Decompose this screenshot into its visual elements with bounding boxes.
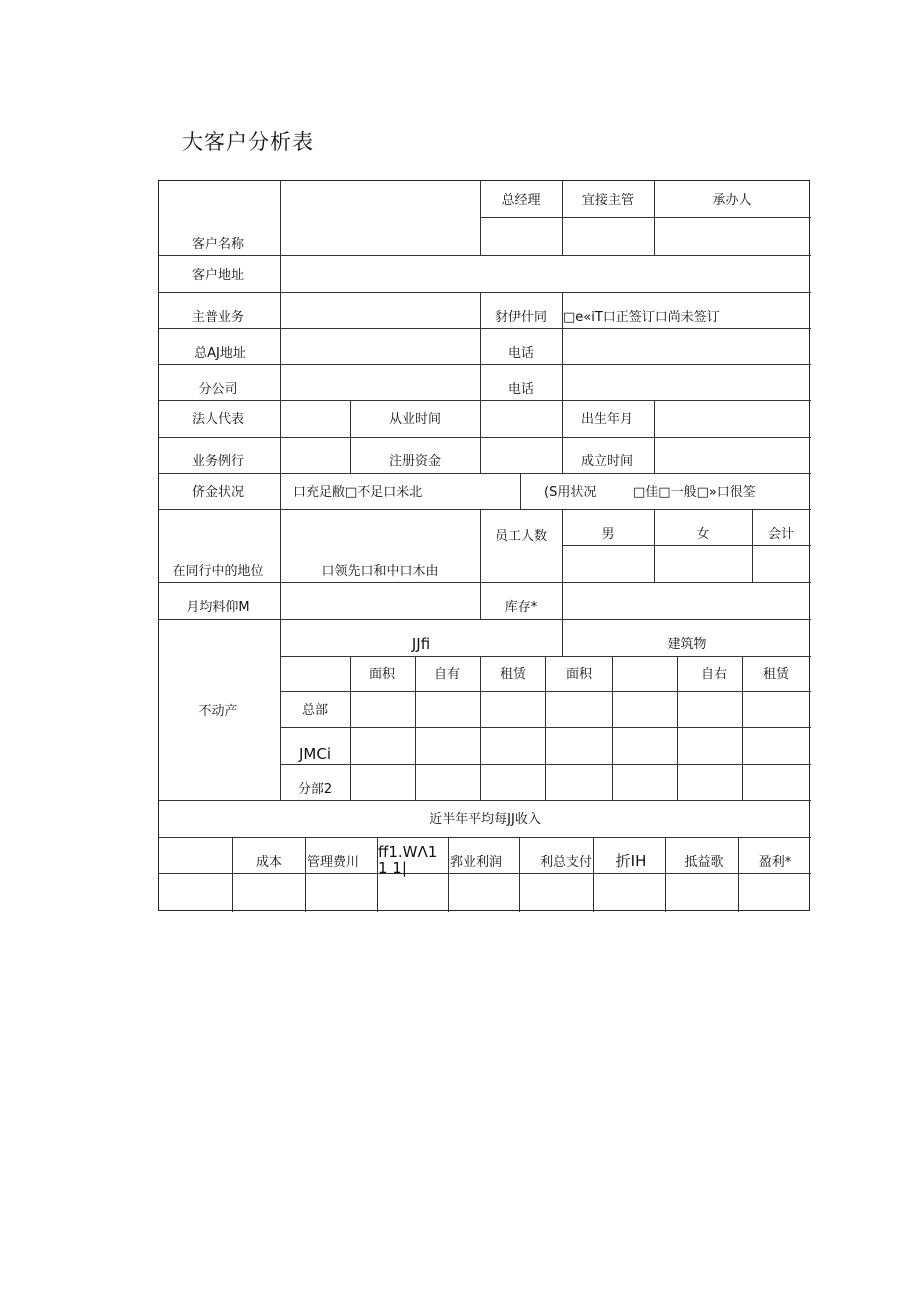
headquarters-row-label: 总部 [301,703,329,718]
industry-position-options: 口领先口和中口木由 [321,564,439,579]
birth-date-label: 出生年月 [580,412,634,427]
capital-status-options: 口充足敝□不足口米北 [293,485,423,500]
credit-status-options: □佳□一般□»口很筌 [633,485,756,500]
interest-paid-header: 利总支付 [539,855,593,870]
land-label: JJfi [411,635,431,653]
building-label: 建筑物 [667,637,707,652]
branch-two-row-label: 分部2 [297,782,333,797]
founded-label: 成立时间 [580,454,634,469]
credit-status-label: (S用状况 [544,485,597,500]
building-area-header: 面积 [565,667,593,682]
branch-one-row-label: JMCi [298,745,332,763]
contract-options: □e«iT口正签订口尚未签订 [563,310,720,325]
branch-phone-label: 电话 [507,382,535,397]
business-type-label: 业务例行 [191,454,245,469]
inventory-label: 库存* [504,600,538,615]
main-business-label: 主普业务 [191,310,245,325]
page-title: 大客户分析表 [182,130,314,154]
land-rent-header: 租赁 [499,667,527,682]
female-label: 女 [696,527,710,542]
customer-analysis-form [158,180,810,911]
capital-status-label: 侪金状况 [191,485,245,500]
contract-label: 豺伊什同 [494,310,548,325]
customer-name-label: 客户名称 [191,237,245,252]
monthly-average-label: 月均料仰M [186,600,250,615]
employees-label: 员工人数 [494,529,548,544]
building-own-header: 自右 [700,667,728,682]
depreciation-header: 折IH [615,852,647,870]
land-own-header: 自有 [433,667,461,682]
branch-label: 分公司 [198,382,238,397]
garbled-header: ff1.WΛ1 1 1| [378,843,438,877]
handler-label: 承办人 [712,193,752,208]
operating-profit-header: 郛业利润 [449,855,503,870]
hq-address-label: 总AJ地址 [194,346,246,361]
direct-supervisor-label: 宜接主管 [581,193,635,208]
management-fee-header: 管理费川 [306,855,360,870]
real-estate-label: 不动产 [198,704,238,719]
years-in-business-label: 从业时间 [388,412,442,427]
industry-position-label: 在同行中的地位 [172,564,264,579]
phone-label: 电话 [507,346,535,361]
registered-capital-label: 注册资金 [388,454,442,469]
customer-address-label: 客户地址 [191,268,245,283]
half-year-income-label: 近半年平均每JJ收入 [429,812,541,827]
tax-deduction-header: 抵益歌 [684,855,724,870]
legal-rep-label: 法人代表 [191,412,245,427]
profit-header: 盈利* [758,855,792,870]
land-area-header: 面积 [368,667,396,682]
accounting-label: 会计 [767,527,795,542]
cost-header: 成本 [255,855,283,870]
male-label: 男 [601,527,615,542]
general-manager-label: 总经理 [501,193,541,208]
building-rent-header: 租赁 [762,667,790,682]
